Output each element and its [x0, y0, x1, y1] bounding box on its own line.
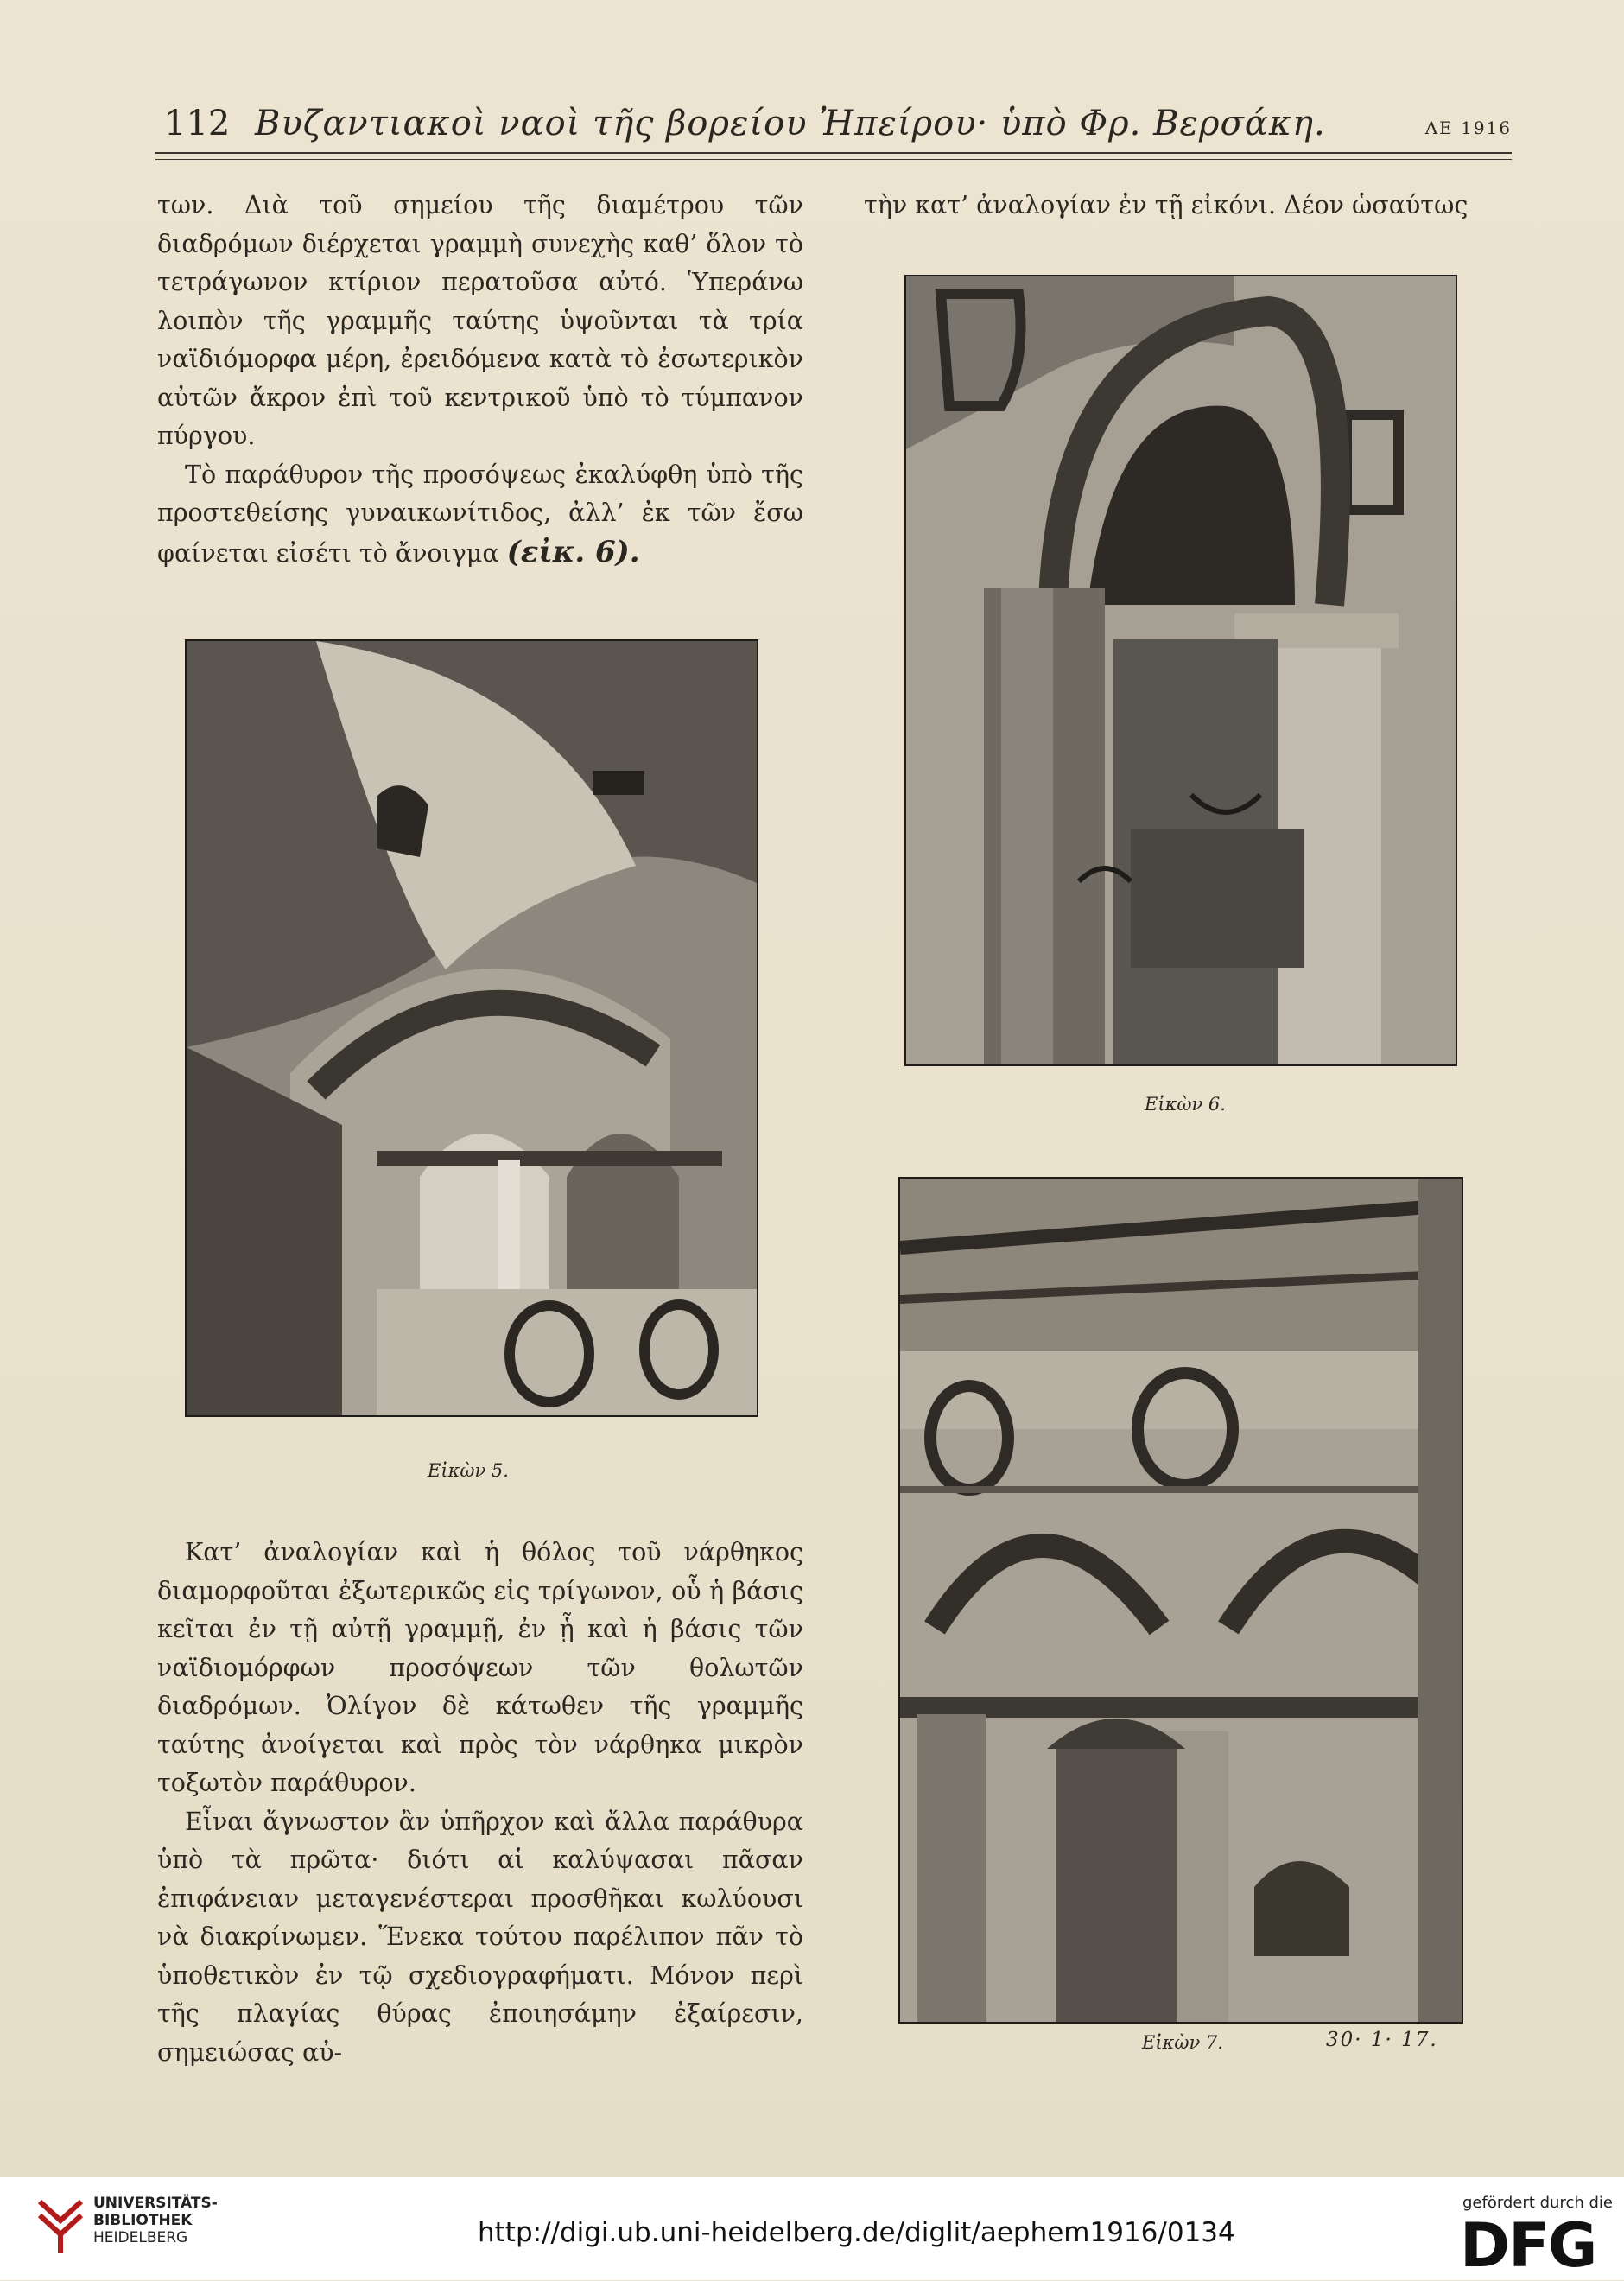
date-mark: 30· 1· 17. — [1326, 2029, 1438, 2051]
paragraph: τὴν κατ’ ἀναλογίαν ἐν τῇ εἰκόνι. Δέον ὡσαύτως — [864, 191, 1469, 219]
left-column-top-text — [157, 187, 803, 573]
figure-6-caption: Εἰκὼν 6. — [1145, 1094, 1226, 1115]
paragraph-text: Τὸ παράθυρον τῆς προσόψεως ἐκαλύφθη ὑπὸ τῆς προστεθείσης γυναικωνίτιδος, ἀλλ’ ἐκ τῶν ἔσω φαίνεται εἰσέτι τὸ ἄνοιγμα — [157, 460, 803, 568]
paragraph — [157, 456, 803, 574]
paragraph: των. Διὰ τοῦ σημείου τῆς διαμέτρου τῶν διαδρόμων διέρχεται γραμμὴ συνεχὴς καθ’ ὅλον τὸ τετράγωνον κτίριον περατοῦσα αὐτό. Ὑπεράνω λοιπὸν τῆς γραμμῆς ταύτης ὑψοῦνται τὰ τρία ναϊδιόμορφα μέρη, ἐρειδόμενα κατὰ τὸ ἐσωτερικὸν αὐτῶν ἄκρον ἐπὶ τοῦ κεντρικοῦ ὑπὸ τὸ τύμπανον πύργου. — [157, 191, 803, 450]
library-line: BIBLIOTHEK — [93, 2212, 193, 2229]
figure-5-photo — [185, 639, 758, 1417]
university-logo-icon[interactable] — [35, 2195, 86, 2257]
figure-5-caption: Εἰκὼν 5. — [428, 1460, 509, 1481]
library-name[interactable] — [93, 2195, 218, 2246]
permalink-url[interactable]: http://digi.ub.uni-heidelberg.de/diglit/aephem1916/0134 — [478, 2217, 1235, 2248]
library-line: UNIVERSITÄTS- — [93, 2195, 218, 2212]
header-rule-thin — [155, 159, 1512, 160]
library-line: HEIDELBERG — [93, 2229, 188, 2246]
left-column-bottom-text — [157, 1534, 803, 2072]
right-column-top-text — [864, 187, 1515, 226]
figure-7-caption: Εἰκὼν 7. — [1142, 2032, 1223, 2053]
journal-mark: ΑΕ 1916 — [1424, 118, 1512, 138]
header-rule — [155, 152, 1512, 154]
funder-logo[interactable]: DFG — [1460, 2210, 1596, 2281]
figure-reference: (εἰκ. 6). — [506, 534, 640, 569]
page-number: 112 — [164, 104, 231, 143]
figure-6-photo — [904, 275, 1457, 1066]
paragraph: Εἶναι ἄγνωστον ἂν ὑπῆρχον καὶ ἄλλα παράθυρα ὑπὸ τὰ πρῶτα· διότι αἱ καλύψασαι πᾶσαν ἐπιφάνειαν μεταγενέστεραι προσθῆκαι κωλύουσι νὰ διακρίνωμεν. Ἕνεκα τούτου παρέλιπον πᾶν τὸ ὑποθετικὸν ἐν τῷ σχεδιογραφήματι. Μόνον περὶ τῆς πλαγίας θύρας ἐποιησάμην ἐξαίρεσιν, σημειώσας αὐ- — [157, 1807, 803, 2067]
running-header — [155, 104, 1512, 156]
running-title: Βυζαντιακοὶ ναοὶ τῆς βορείου Ἠπείρου· ὑπὸ Φρ. Βερσάκη. — [255, 104, 1326, 143]
funding-note: gefördert durch die — [1462, 2194, 1613, 2212]
figure-7-photo — [898, 1177, 1463, 2024]
paragraph: Κατ’ ἀναλογίαν καὶ ἡ θόλος τοῦ νάρθηκος διαμορφοῦται ἐξωτερικῶς εἰς τρίγωνον, οὗ ἡ βάσις κεῖται ἐν τῇ αὐτῇ γραμμῇ, ἐν ᾗ καὶ ἡ βάσις τῶν ναϊδιομόρφων προσόψεων τῶν θολωτῶν διαδρόμων. Ὀλίγον δὲ κάτωθεν τῆς γραμμῆς ταύτης ἀνοίγεται καὶ πρὸς τὸν νάρθηκα μικρὸν τοξωτὸν παράθυρον. — [157, 1538, 803, 1797]
